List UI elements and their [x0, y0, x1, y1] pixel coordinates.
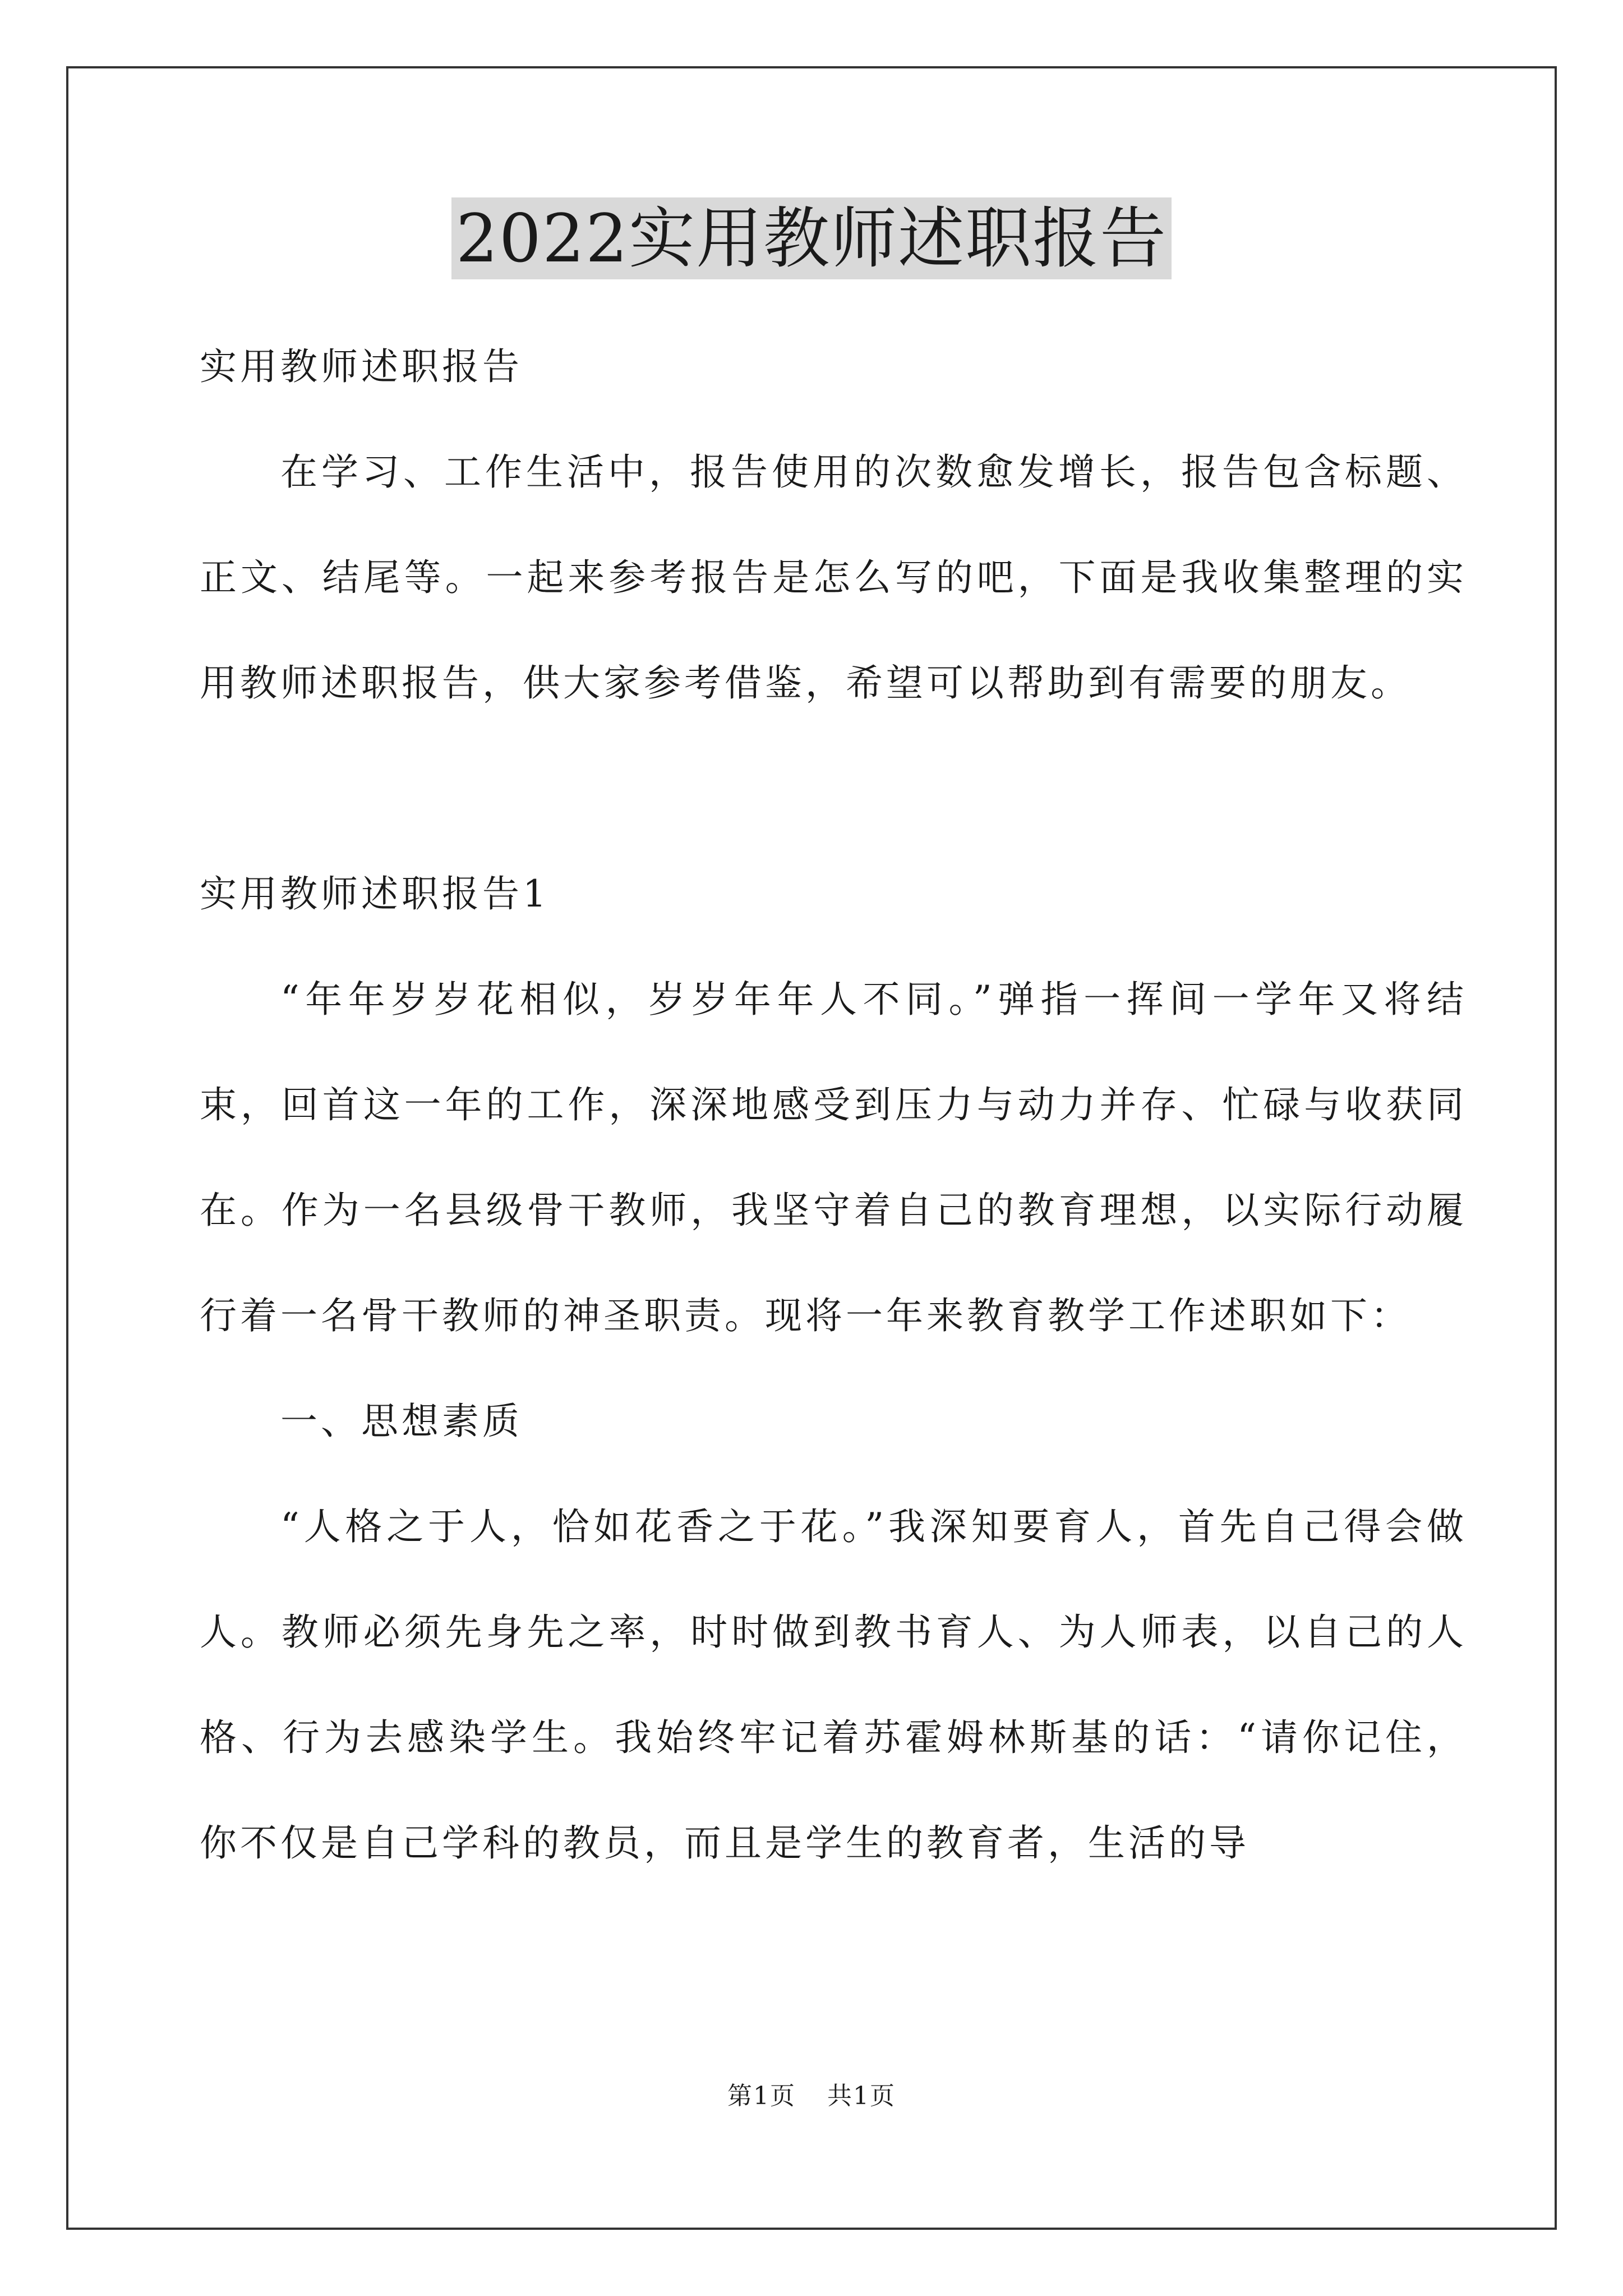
- page-total: 共1页: [827, 2082, 896, 2110]
- subtitle-paragraph: 实用教师述职报告: [200, 345, 523, 388]
- body-paragraph: “年年岁岁花相似，岁岁年年人不同。”弹指一挥间一学年又将结束，回首这一年的工作，深深地感受到压力与动力并存、忙碌与收获同在。作为一名县级骨干教师，我坚守着自己的教育理想，以实际行动履行着一名骨干教师的神圣职责。现将一年来教育教学工作述职如下：: [200, 978, 1467, 1337]
- title-container: [0, 197, 1623, 279]
- document-body: [200, 314, 1467, 1896]
- paragraph-gap: [200, 736, 1467, 841]
- subsection-heading: 一、思想素质: [280, 1400, 523, 1443]
- page-number: 第1页: [727, 2082, 796, 2110]
- page-footer: [0, 2076, 1623, 2111]
- body-paragraph: “人格之于人，恰如花香之于花。”我深知要育人，首先自己得会做人。教师必须先身先之率，时时做到教书育人、为人师表，以自己的人格、行为去感染学生。我始终牢记着苏霍姆林斯基的话：“请你记住，你不仅是自己学科的教员，而且是学生的教育者，生活的导: [200, 1505, 1467, 1865]
- document-title: 2022实用教师述职报告: [451, 197, 1172, 279]
- intro-paragraph: 在学习、工作生活中，报告使用的次数愈发增长，报告包含标题、正文、结尾等。一起来参考报告是怎么写的吧，下面是我收集整理的实用教师述职报告，供大家参考借鉴，希望可以帮助到有需要的朋友。: [200, 450, 1467, 705]
- section-heading: 实用教师述职报告1: [200, 872, 550, 915]
